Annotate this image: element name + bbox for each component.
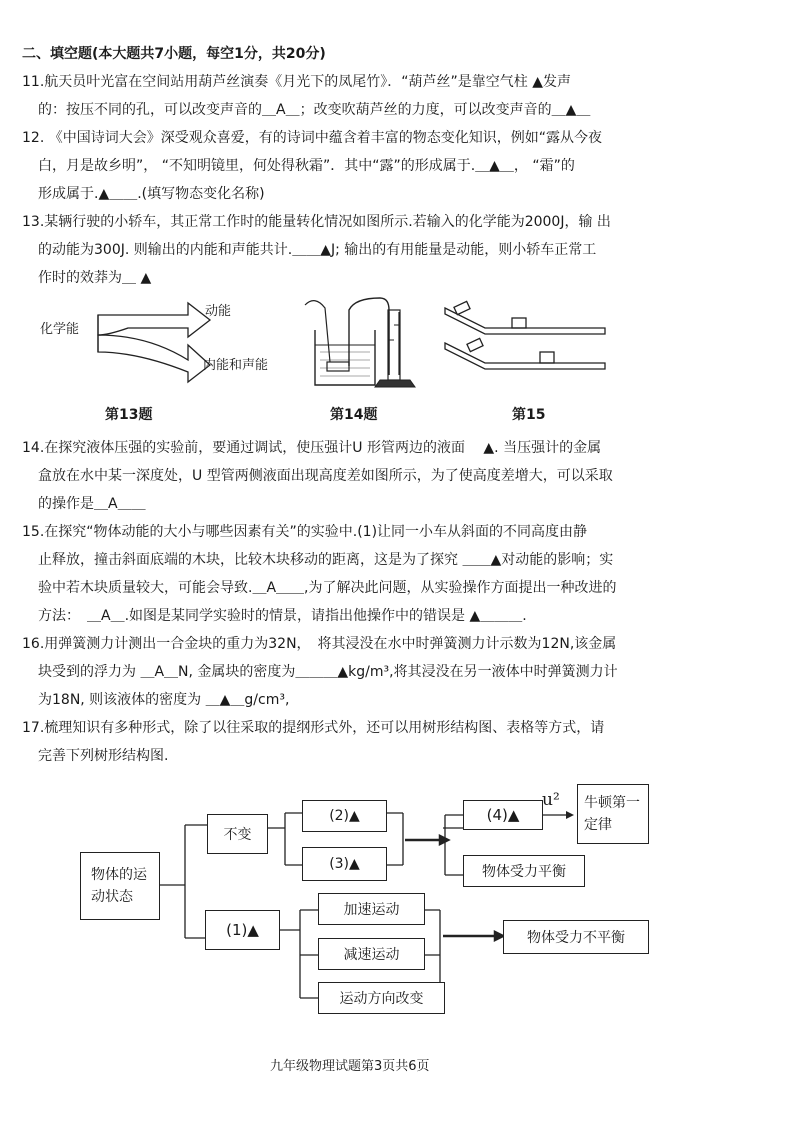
tree-unbalanced-box: 物体受力不平衡 <box>503 920 649 954</box>
fig14-caption: 第14题 <box>330 407 378 423</box>
tree-balanced-box: 物体受力平衡 <box>463 855 585 887</box>
q13-line3: 作时的效莽为＿ ▲ <box>38 270 152 286</box>
q15-line2: 止释放，撞击斜面底端的木块，比较木块移动的距离，这是为了探究 ＿＿▲对动能的影响；实 <box>38 552 614 568</box>
q17-line1: 17.梳理知识有多种形式，除了以往采取的提纲形式外，还可以用树形结构图、表格等方式，请 <box>22 720 605 736</box>
q15-line3: 验中若木块质量较大，可能会导致.＿A＿＿,为了解决此问题，从实验操作方面提出一种改进的 <box>38 580 617 596</box>
tree-blank4-box: (4)▲ <box>463 800 543 830</box>
tree-blank3-box: (3)▲ <box>302 847 387 881</box>
tree-accel-box: 加速运动 <box>318 893 425 925</box>
q15-line1: 15.在探究“物体动能的大小与哪些因素有关”的实验中.(1)让同一小车从斜面的不同高度由静 <box>22 524 588 540</box>
q14-line1: 14.在探究液体压强的实验前，要通过调试，使压强计U 形管两边的液面 ▲. 当压强计的金属 <box>22 440 602 456</box>
q16-line3: 为18N, 则该液体的密度为 ＿▲＿g/cm³, <box>38 692 290 708</box>
q17-line2: 完善下列树形结构图. <box>38 748 169 764</box>
tree-unchanged-box: 不变 <box>207 814 268 854</box>
tree-root-box: 物体的运动状态 <box>80 852 160 920</box>
page-footer: 九年级物理试题第3页共6页 <box>270 1059 430 1074</box>
fig13-label-kinetic: 动能 <box>205 304 232 319</box>
tree-decel-box: 减速运动 <box>318 938 425 970</box>
tree-stray-mark: u² <box>542 790 560 810</box>
q12-line1: 12. 《中国诗词大会》深受观众喜爱，有的诗词中蕴含着丰富的物态变化知识，例如“露从今夜 <box>22 130 602 146</box>
tree-blank2-box: (2)▲ <box>302 800 387 832</box>
fig13-label-chemical: 化学能 <box>40 322 80 337</box>
q15-line4: 方法： ＿A＿.如图是某同学实验时的情景，请指出他操作中的错误是 ▲＿＿＿. <box>38 608 527 624</box>
tree-blank1-box: (1)▲ <box>205 910 280 950</box>
fig15-ramp-diagram <box>440 290 610 380</box>
fig14-pressure-gauge <box>285 290 425 395</box>
tree-direction-box: 运动方向改变 <box>318 982 445 1014</box>
q11-line1: 11.航天员叶光富在空间站用葫芦丝演奏《月光下的凤尾竹》．“葫芦丝”是靠空气柱 ▲发声 <box>22 74 571 90</box>
section-title: 二、填空题(本大题共7小题，每空1分，共20分) <box>22 46 326 62</box>
q14-line3: 的操作是＿A＿＿ <box>38 496 146 512</box>
fig13-caption: 第13题 <box>105 407 153 423</box>
tree-newton-box: 牛顿第一定律 <box>577 784 649 844</box>
q14-line2: 盒放在水中某一深度处，U 型管两侧液面出现高度差如图所示，为了使高度差增大，可以采取 <box>38 468 613 484</box>
q16-line1: 16.用弹簧测力计测出一合金块的重力为32N， 将其浸没在水中时弹簧测力计示数为12N,该金属 <box>22 636 617 652</box>
fig15-caption: 第15 <box>512 407 546 423</box>
q12-line3: 形成属于.▲＿＿.(填写物态变化名称) <box>38 186 265 202</box>
q12-line2: 白，月是故乡明”， “不知明镜里，何处得秋霜”．其中“露”的形成属于.＿▲＿， “霜”的 <box>38 158 575 174</box>
q16-line2: 块受到的浮力为 ＿A＿N, 金属块的密度为＿＿＿▲kg/m³,将其浸没在另一液体中时弹簧测力计 <box>38 664 618 680</box>
q11-line2: 的：按压不同的孔，可以改变声音的＿A＿；改变吹葫芦丝的力度，可以改变声音的＿▲＿ <box>38 102 591 118</box>
q13-line2: 的动能为300J. 则输出的内能和声能共计.＿＿▲J; 输出的有用能量是动能，则小轿车正常工 <box>38 242 597 258</box>
fig13-label-internal: 内能和声能 <box>203 358 269 373</box>
q13-line1: 13.某辆行驶的小轿车，其正常工作时的能量转化情况如图所示.若输入的化学能为2000J，输 出 <box>22 214 611 230</box>
